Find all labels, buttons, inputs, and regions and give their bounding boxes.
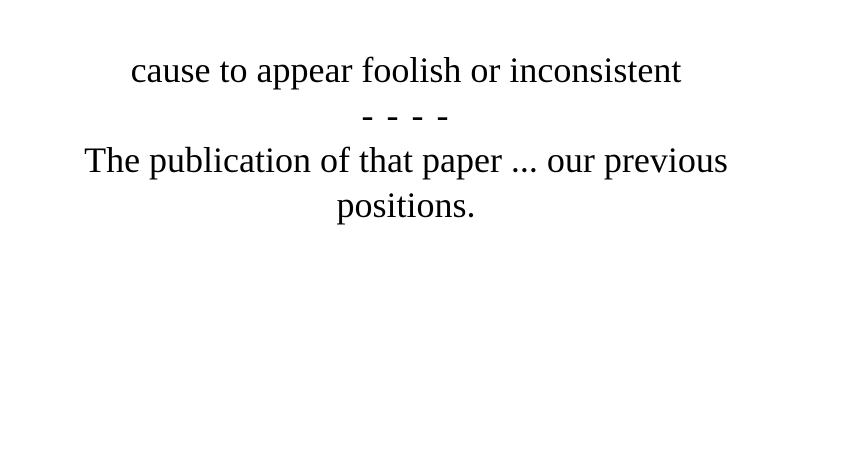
definition-text: cause to appear foolish or inconsistent (130, 50, 682, 90)
flashcard (0, 0, 812, 228)
blank-separator: - - - - (361, 95, 451, 135)
example-sentence: The publication of that paper ... our previous positions. (84, 140, 728, 225)
